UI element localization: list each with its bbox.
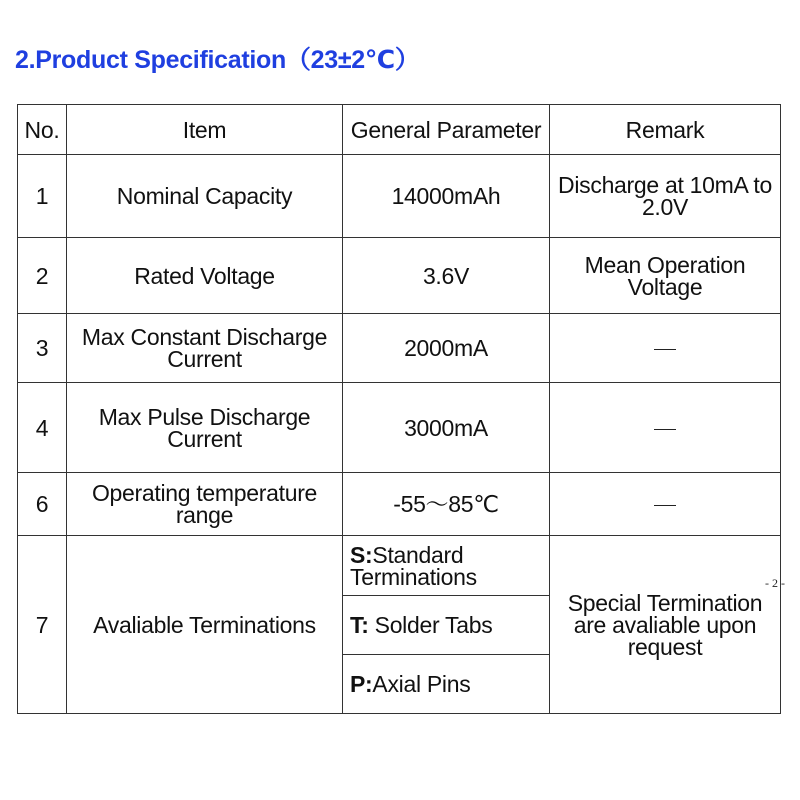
row-remark bbox=[550, 383, 781, 473]
row-no: 1 bbox=[18, 155, 67, 238]
row-parameter: -55～85℃ bbox=[343, 473, 550, 536]
table-header-row bbox=[18, 105, 781, 155]
header-no: No. bbox=[18, 105, 67, 155]
row-item: Avaliable Terminations bbox=[67, 536, 343, 714]
remark-dash bbox=[654, 349, 676, 350]
termination-text: Axial Pins bbox=[372, 671, 471, 697]
row-no: 4 bbox=[18, 383, 67, 473]
row-remark: Special Termination are avaliable upon request bbox=[550, 536, 781, 714]
remark-dash bbox=[654, 429, 676, 430]
remark-dash bbox=[654, 505, 676, 506]
row-remark bbox=[550, 314, 781, 383]
termination-key: P: bbox=[350, 671, 373, 697]
table-row bbox=[18, 238, 781, 314]
termination-standard bbox=[343, 536, 550, 596]
header-remark: Remark bbox=[550, 105, 781, 155]
termination-text: Standard Terminations bbox=[350, 541, 477, 590]
table-row bbox=[18, 155, 781, 238]
table-row bbox=[18, 314, 781, 383]
row-remark: Mean Operation Voltage bbox=[550, 238, 781, 314]
row-item: Operating temperature range bbox=[67, 473, 343, 536]
row-item: Max Constant Discharge Current bbox=[67, 314, 343, 383]
row-parameter: 3.6V bbox=[343, 238, 550, 314]
termination-key: T: bbox=[350, 612, 369, 638]
row-no: 7 bbox=[18, 536, 67, 714]
row-item: Max Pulse Discharge Current bbox=[67, 383, 343, 473]
row-no: 3 bbox=[18, 314, 67, 383]
page-number: - 2 - bbox=[765, 576, 785, 590]
product-specification-table bbox=[17, 104, 781, 714]
table-row bbox=[18, 473, 781, 536]
row-no: 6 bbox=[18, 473, 67, 536]
row-item: Rated Voltage bbox=[67, 238, 343, 314]
termination-axial-pins bbox=[343, 655, 550, 714]
termination-text: Solder Tabs bbox=[368, 612, 493, 638]
row-no: 2 bbox=[18, 238, 67, 314]
row-parameter: 14000mAh bbox=[343, 155, 550, 238]
termination-key: S: bbox=[350, 541, 373, 568]
row-parameter: 3000mA bbox=[343, 383, 550, 473]
termination-solder-tabs bbox=[343, 596, 550, 655]
row-remark bbox=[550, 473, 781, 536]
section-heading: 2.Product Specification（23±2℃） bbox=[15, 46, 420, 74]
header-parameter: General Parameter bbox=[343, 105, 550, 155]
table-row bbox=[18, 383, 781, 473]
row-remark: Discharge at 10mA to 2.0V bbox=[550, 155, 781, 238]
table-row bbox=[18, 536, 781, 596]
row-item: Nominal Capacity bbox=[67, 155, 343, 238]
header-item: Item bbox=[67, 105, 343, 155]
row-parameter: 2000mA bbox=[343, 314, 550, 383]
